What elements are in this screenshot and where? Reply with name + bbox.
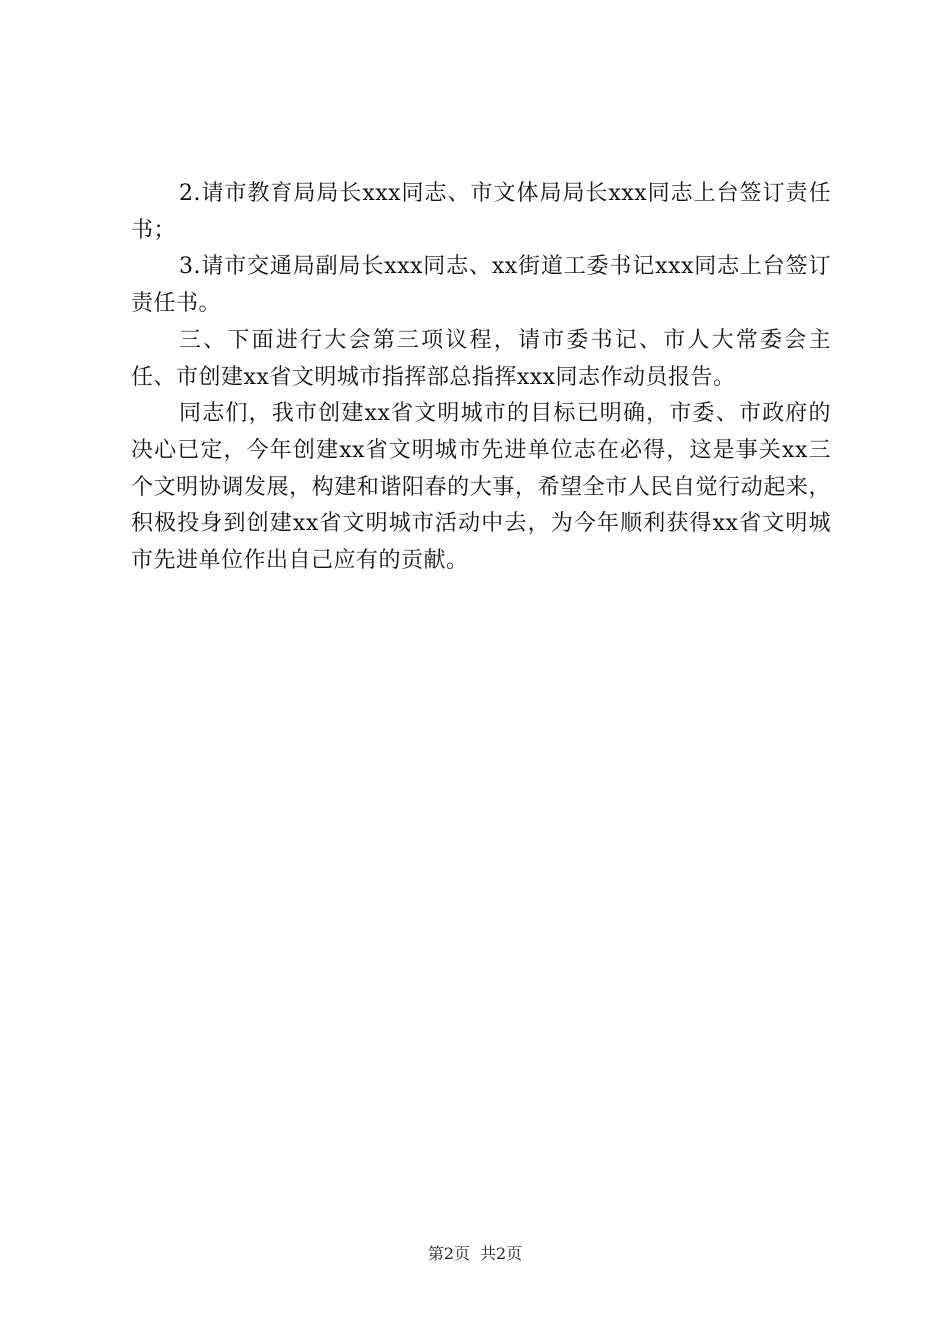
document-body (131, 176, 831, 580)
page-footer (0, 1244, 950, 1264)
paragraph-closing-remarks: 同志们，我市创建xx省文明城市的目标已明确，市委、市政府的决心已定，今年创建xx省文明城市先进单位志在必得，这是事关xx三个文明协调发展，构建和谐阳春的大事，希望全市人民自觉行动起来，积极投身到创建xx省文明城市活动中去，为今年顺利获得xx省文明城市先进单位作出自己应有的贡献。 (131, 401, 831, 574)
paragraph-agenda-three: 三、下面进行大会第三项议程，请市委书记、市人大常委会主任、市创建xx省文明城市指挥部总指挥xxx同志作动员报告。 (131, 327, 831, 390)
paragraph-item-3-signing: 3.请市交通局副局长xxx同志、xx街道工委书记xxx同志上台签订责任书。 (131, 254, 831, 317)
page-total: 共2页 (480, 1244, 523, 1263)
paragraph-item-2-signing: 2.请市教育局局长xxx同志、市文体局局长xxx同志上台签订责任书； (131, 181, 831, 243)
page-number: 第2页 (427, 1244, 470, 1263)
